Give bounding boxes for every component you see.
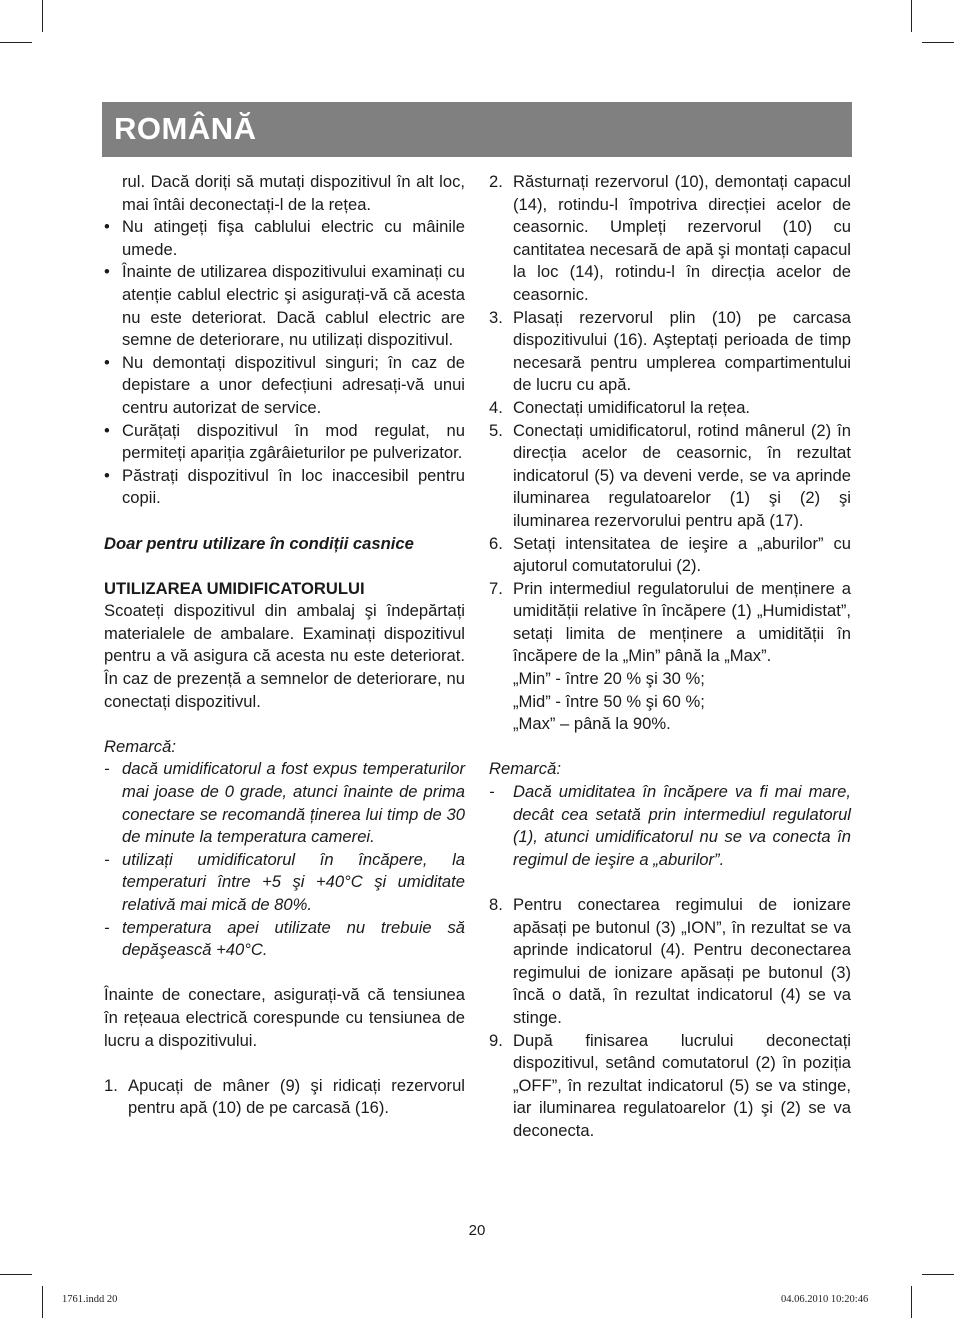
step-item [489, 397, 851, 420]
bullet-text: Curățați dispozitivul în mod regulat, nu permiteți apariția zgârâieturilor pe pulverizator. [122, 420, 465, 463]
section-text: Scoateți dispozitivul din ambalaj şi îndepărtați materialele de ambalare. Examinați dispozitivul pentru a vă asigura că acesta nu este deteriorat. În caz de prezență a semnelor de deteriorare, nu conectați dispozitivul. [104, 601, 465, 711]
crop-mark [911, 0, 912, 32]
bullet-text: Păstrați dispozitivul în loc inaccesibil pentru copii. [122, 465, 465, 508]
remark-text: Dacă umiditatea în încăpere va fi mai mare, decât cea setată prin intermediul regulatorul (1), atunci umidificatorul nu se va conecta în regimul de ieşire a „aburilor”. [513, 782, 851, 869]
step-number: 1. [104, 1075, 118, 1095]
step-text: Plasați rezervorul plin (10) pe carcasa dispozitivului (16). Aşteptați perioada de timp necesară pentru umplerea compartimentului de lucru cu apă. [513, 307, 851, 395]
crop-mark [911, 1286, 912, 1318]
step-text: Răsturnați rezervorul (10), demontați capacul (14), rotindu-l împotriva direcției acelor de ceasornic. Umpleți rezervorul (10) cu cantitatea necesară de apă şi montați capacul la loc (14), rotindu-l în direcția acelor de ceasornic. [513, 172, 851, 304]
step-number: 6. [489, 533, 503, 553]
crop-mark [0, 42, 32, 43]
step-item [489, 533, 851, 578]
right-column [489, 171, 851, 1143]
household-note: Doar pentru utilizare în condiții casnice [104, 533, 414, 553]
step-item [489, 1030, 851, 1143]
remark-title: Remarcă: [104, 736, 176, 756]
step-item [489, 578, 851, 668]
crop-mark [42, 0, 43, 32]
crop-mark [0, 1274, 32, 1275]
language-header [102, 102, 852, 157]
continued-text: rul. Dacă doriți să mutați dispozitivul în alt loc, mai întâi deconectați-l de la rețea. [122, 172, 465, 214]
step-text: Apucați de mâner (9) şi ridicați rezervorul pentru apă (10) de pe carcasă (16). [128, 1075, 465, 1118]
bullet-item: • Nu atingeți fişa cablului electric cu mâinile umede. [104, 217, 465, 259]
remark-text: temperatura apei utilizate nu trebuie să depăşească +40°C. [122, 917, 465, 960]
remark-item: - temperatura apei utilizate nu trebuie să depăşească +40°C. [104, 917, 465, 960]
step-item [489, 307, 851, 397]
crop-mark [922, 1274, 954, 1275]
step-text: Setați intensitatea de ieşire a „aburilor” cu ajutorul comutatorului (2). [513, 533, 851, 576]
remark-item: - utilizați umidificatorul în încăpere, la temperaturi între +5 şi +40°C şi umiditate relativă mai mică de 80%. [104, 849, 465, 914]
remark-item: - Dacă umiditatea în încăpere va fi mai mare, decât cea setată prin intermediul regulatorul (1), atunci umidificatorul nu se va conecta în regimul de ieşire a „aburilor”. [489, 782, 851, 869]
before-connect-text: Înainte de conectare, asigurați-vă că tensiunea în rețeaua electrică corespunde cu tensiunea de lucru a dispozitivului. [104, 985, 465, 1050]
step-number: 5. [489, 420, 503, 440]
step-number: 8. [489, 895, 503, 914]
remark-item: - dacă umidificatorul a fost expus temperaturilor mai joase de 0 grade, atunci înainte de prima conectare se recomandă ținerea lui timp de 30 de minute la temperatura camerei. [104, 759, 465, 847]
level-line: „Mid” - între 50 % şi 60 %; [513, 691, 705, 711]
remark-text: dacă umidificatorul a fost expus temperaturilor mai joase de 0 grade, atunci înainte de prima conectare se recomandă ținerea lui timp de 30 de minute la temperatura camerei. [122, 759, 465, 847]
step-text: Conectați umidificatorul la rețea. [513, 397, 751, 417]
bullet-text: Nu demontați dispozitivul singuri; în caz de depistare a unor defecțiuni adresați-vă unui centru autorizat de service. [122, 352, 465, 417]
crop-mark [42, 1286, 43, 1318]
step-text: Conectați umidificatorul, rotind mânerul (2) în direcția acelor de ceasornic, în rezultat indicatorul (5) va deveni verde, se va aprinde iluminarea regulatoarelor (1) şi (2) şi iluminarea rezervorului pentru apă (17). [513, 420, 851, 530]
step-number: 2. [489, 172, 503, 191]
footer-timestamp: 04.06.2010 10:20:46 [781, 1294, 869, 1305]
step-item [104, 1075, 465, 1120]
step-number: 4. [489, 397, 503, 417]
remark-title: Remarcă: [489, 759, 561, 779]
step-text: După finisarea lucrului deconectați dispozitivul, setând comutatorul (2) în poziția „OFF”, în rezultat indicatorul (5) se va stinge, iar iluminarea regulatoarelor (1) şi (2) se va deconecta. [513, 1030, 851, 1140]
level-line: „Max” – până la 90%. [513, 714, 671, 734]
step-text: Pentru conectarea regimului de ionizare apăsați pe butonul (3) „ION”, în rezultat se va aprinde indicatorul (4). Pentru deconectarea regimului de ionizare apăsați pe butonul (3) încă o dată, în rezultat indicatorul (4) se va stinge. [513, 895, 851, 1027]
bullet-text: Nu atingeți fişa cablului electric cu mâinile umede. [122, 217, 465, 259]
crop-mark [922, 42, 954, 43]
step-item [489, 894, 851, 1030]
bullet-item: • Nu demontați dispozitivul singuri; în caz de depistare a unor defecțiuni adresați-vă unui centru autorizat de service. [104, 352, 465, 417]
step-number: 9. [489, 1030, 503, 1050]
bullet-text: Înainte de utilizarea dispozitivului examinați cu atenție cablul electric şi asigurați-vă că acesta nu este deteriorat. Dacă cablul electric are semne de deteriorare, nu utilizați dispozitivul. [122, 262, 465, 350]
remark-text: utilizați umidificatorul în încăpere, la temperaturi între +5 şi +40°C şi umiditate relativă mai mică de 80%. [122, 849, 465, 914]
footer-file: 1761.indd 20 [62, 1294, 118, 1305]
step-number: 3. [489, 307, 503, 327]
bullet-item: • Păstrați dispozitivul în loc inaccesibil pentru copii. [104, 465, 465, 508]
section-title: UTILIZAREA UMIDIFICATORULUI [104, 578, 365, 598]
left-column [104, 171, 465, 1120]
bullet-item: • Curățați dispozitivul în mod regulat, nu permiteți apariția zgârâieturilor pe pulverizator. [104, 420, 465, 463]
step-text: Prin intermediul regulatorului de menținere a umidității relative în încăpere (1) „Humidistat”, setați limita de menținere a umidității în încăpere de la „Min” până la „Max”. [513, 578, 851, 666]
step-item [489, 171, 851, 307]
language-title: ROMÂNĂ [114, 111, 257, 146]
page-number: 20 [468, 1222, 486, 1239]
step-item [489, 420, 851, 533]
bullet-item: • Înainte de utilizarea dispozitivului examinați cu atenție cablul electric şi asigurați-vă că acesta nu este deteriorat. Dacă cablul electric are semne de deteriorare, nu utilizați dispozitivul. [104, 262, 465, 350]
level-line: „Min” - între 20 % şi 30 %; [513, 669, 705, 689]
step-number: 7. [489, 578, 503, 598]
